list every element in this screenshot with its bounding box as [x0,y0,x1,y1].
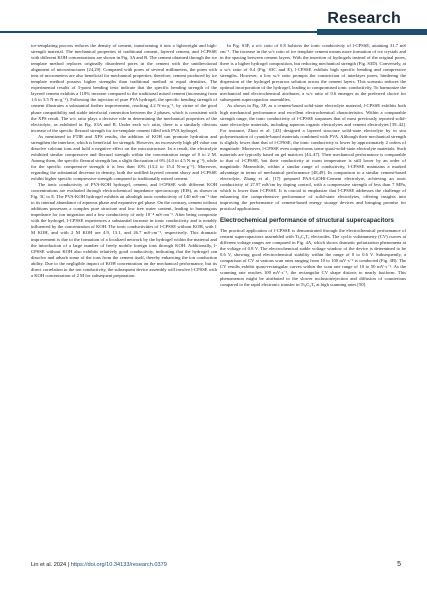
page-number: 5 [397,561,401,568]
left-paragraph-3: The ionic conductivity of PVA-KOH hydrogel, cement, and l-CPSSE with different KOH concentrations are evaluated through electrochemical impedance spectroscopy (EIS), as shown in Fig. 3C to E. The PVA-KOH hydrogel exhibits an ultrahigh ionic conductivity of 140 mS·cm⁻¹ due to its internal abundance of aqueous phase and expansive gel phase. On the contrary, cement without additions possesses a complex pore structure and low free water content, leading to humongous impedance for ion migration and a low conductivity of only 10⁻⁴ mS·cm⁻¹. After being composite with the hydrogel, l-CPSSE experiences a substantial increase in ionic conductivity and is notably influenced by the concentration of KOH. The ionic conductivities of l-CPSSE without KOH, with 1 M KOH, and with 2 M KOH are 4.9, 13.1, and 26.7 mS·cm⁻¹, respectively. This dramatic improvement is due to the formation of a localized network by the hydrogel within the material and the introduction of a large number of freely mobile foreign ions through KOH. Additionally, l-CPSSE without KOH also exhibits relatively good conductivity, indicating that the hydrogel can dissolve and adsorb some of the ions from the cement itself, thereby enhancing the ion conduction ability. Due to the negligible impact of KOH concentration on the mechanical performance, but its direct correlation to the ion conductivity, the subsequent device assembly will involve l-CPSSE with a KOH concentration of 2 M for subsequent preparation. [31,182,217,278]
left-column [31,43,217,279]
left-paragraph-2: As mentioned in FTIR and XPS results, the addition of KOH can promote hydration and strengthen the interface, which is beneficial for strength. However, an excessively high pH value can dissolve calcium ions and hold a negative effect on the microstructure. In a result, the electrolyte exhibited similar compressive and flexural strength within the concentration range of 0 to 2 M. Among them, the specific flexural strength has a slight fluctuation of 6% (4.0 to 4.5 N·m·g⁻¹), while for the specific compressive strength it is less than 10% (13.2 to 15.4 N·m·g⁻¹). Moreover, regarding the substantial decrease in density, both the unfilled layered cement slurry and l-CPSSE exhibit higher specific compressive strength compared to traditionally mixed cement. [31,133,217,182]
journal-title: Research [327,10,401,27]
section-heading: Electrochemical performance of structural supercapacitors [220,217,394,225]
left-paragraph-1: ice-templating process reduces the density of cement, transforming it into a lightweight and high-strength material. The mechanical properties of traditional cement, layered cement, and l-CPSSE with different KOH concentrations are shown in Fig. 3A and B. The cement obtained through the ice template method replaces originally disordered pores in the cement with the unidirectional alignment of microstructures [24,29]. Compared with pores of several millimeters, the pores with tens of micrometers are also beneficial for mechanical properties; therefore, cement produced by ice template method possess higher strengths than traditional method at equal densities. The experimental results of 3-point bending tests indicate that the specific bending strength of the layered cement exhibits a 118% increase compared to the traditional mixed cement (increasing from 1.6 to 3.5 N·m·g⁻¹). Following the injection of pure PVA hydrogel, the specific bending strength of cement illustrates a substantial further improvement, reaching 4.2 N·m·g⁻¹, by virtue of the good phase compatibility and stable interfacial connection between the 2 phases, which is consistent with the XPS result. The w/c ratio plays a decisive role in determining the mechanical properties of the electrolyte, as exhibited in Fig. S3A and B. Under each w/c ratio, there is a similarly obvious increase of the specific flexural strength for ice-template cement filled with PVA hydrogel. [31,43,217,133]
footer-citation: Lin et al. 2024 | [31,562,71,568]
journal-header [0,0,427,46]
header-accent-bar [317,29,427,35]
right-paragraph-1: In Fig. S3F, a w/c ratio of 0.8 bolsters the ionic conductivity of l-CPSSE, attaining 31.7 mS cm⁻¹. The increase in the w/c ratio of ice template cement means more formation of ice crystals and in the spacing between cement layers. With the insertion of hydrogels instead of the original pores, there is a higher hydrogel composition, but reducing mechanical strength (Fig. S3D). Conversely, at a w/c ratio of 0.4 (Fig. S3C and E), l-CPSSE exhibits high specific bending and compressive strengths. However, a low w/c ratio prompts the constriction of interlayer pores, hindering the dispersion of the hydrogel precursor solution across the cement layers. This scenario reduces the optimal incorporation of the hydrogel, leading to compromised ionic conductivity. To harmonize the mechanical and electrochemical attributes, a w/c ratio of 0.6 emerges as the preferred choice for subsequent supercapacitor assemblies. [220,43,406,103]
footer-doi-link[interactable]: https://doi.org/10.34133/research.0379 [70,562,167,568]
right-column [220,43,406,288]
footer-citation-line [31,562,167,568]
right-paragraph-2: As shown in Fig. 3F, as a cement-based solid-state electrolyte material, l-CPSSE exhibits both high mechanical performance and excellent electrochemical characteristics. Within a comparable strength range, the ionic conductivity of l-CPSSE surpasses that of most previously reported solid-state electrolyte materials, including aqueous organic electrolytes and cement electrolytes [39–42]. For instance, Zhou et al. [43] designed a layered structure solid-state electrolyte by in situ polymerization of cyanide-based materials combined with PVA. Although their mechanical strength is slightly lower than that of l-CPSSE, the ionic conductivity is lower by approximately 2 orders of magnitude. Moreover, l-CPSSE even outperforms some quasi-solid-state electrolyte materials. Such materials are typically based on gel matrices [44–47]. Their mechanical performance is comparable to that of l-CPSSE, but their conductivity at room temperature is still lower by an order of magnitude. Meanwhile, within a similar range of conductivity, l-CPSSE maintains a marked advantage in terms of mechanical performance [48,49]. In comparison to a similar cement-based electrolyte, Zhang et al. [17] prepared PAA-LiOHf-Cement electrolyte, achieving an ionic conductivity of 27.97 mS/cm by doping control, with a compressive strength of less than 7 MPa, which is lower than l-CPSSE. It is crucial to emphasize that l-CPSSE addresses the challenge of enhancing the comprehensive performance of solid-state electrolytes, offering insights into improving the performance of cement-based energy storage devices and bringing promise for practical applications. [220,103,406,212]
right-paragraph-3: The practical application of l-CPSSE is demonstrated through the electrochemical performance of cement supercapacitors assembled with Ti₃C₂Tₓ electrodes. The cyclic voltammetry (CV) curves at different voltage ranges are compared in Fig. 4A, which shows dramatic polarization phenomena at the voltage of 0.8 V. The electrochemical stable voltage window of the device is determined to be 0.6 V, showing good electrochemical stability within the range of 0 to 0.6 V. Subsequently, a comparison of CV at various scan rates ranging from 10 to 100 mV·s⁻¹ is conducted (Fig. 4B). The CV results exhibit quasi-rectangular curves within the scan rate range of 10 to 50 mV·s⁻¹. As the scanning rate reaches 100 mV·s⁻¹, the rectangular CV shape distorts to nearly fusiform. This phenomenon might be attributed to the slower inclusion/ejection and diffusion of counterions compared to the rapid electronic transfer in Ti₃C₂Tₓ at high scanning rates [50]. [220,227,406,288]
